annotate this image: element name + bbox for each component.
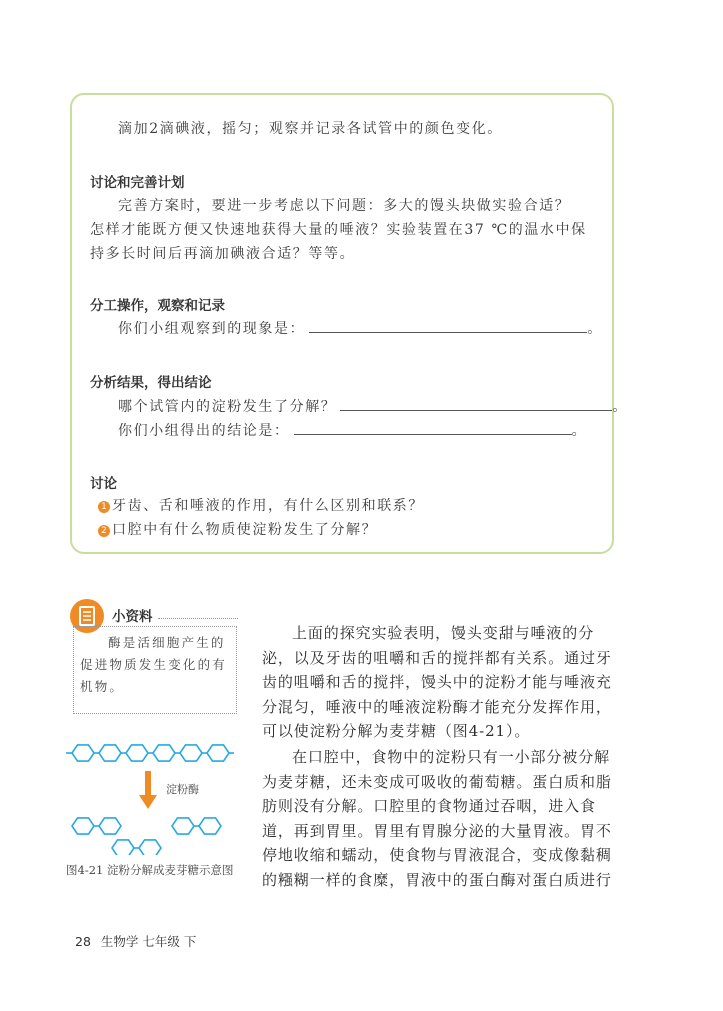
answer-blank[interactable]	[309, 320, 587, 333]
blank-end: 。	[587, 321, 603, 337]
text-line: 持多长时间后再滴加碘液合适？等等。	[90, 246, 356, 262]
text-line: 完善方案时，要进一步考虑以下问题：多大的馒头块做实验合适？	[118, 198, 571, 214]
blank-end: 。	[612, 399, 629, 415]
prompt-line	[118, 318, 603, 338]
arrow-label: 淀粉酶	[166, 783, 199, 796]
prompt-line	[118, 420, 587, 440]
prompt-text: 你们小组得出的结论是：	[118, 423, 290, 439]
question-item	[98, 519, 377, 539]
arrow-head-icon	[139, 795, 157, 809]
glucose-unit-maltose	[199, 818, 221, 834]
question-text: 口腔中有什么物质使淀粉发生了分解？	[112, 522, 378, 538]
note-divider	[158, 618, 238, 619]
section-heading: 讨论和完善计划	[90, 175, 185, 191]
question-item	[98, 495, 424, 515]
answer-blank[interactable]	[340, 398, 612, 411]
section-heading: 分析结果，得出结论	[90, 375, 212, 391]
number-badge: 1	[98, 501, 110, 513]
section-heading: 分工操作，观察和记录	[90, 298, 225, 314]
glucose-unit-maltose	[72, 818, 94, 834]
book-title: 生物学 七年级 下	[100, 934, 197, 949]
body-paragraph: 上面的探究实验表明，馒头变甜与唾液的分泌，以及牙齿的咀嚼和舌的搅拌都有关系。通过牙齿的咀嚼和舌的搅拌，馒头中的淀粉才能与唾液充分混匀，唾液中的唾液淀粉酶才能充分发挥作用，可以使淀粉分解为麦芽糖（图4-21）。	[262, 624, 612, 741]
prompt-line	[118, 396, 628, 416]
glucose-unit-starch	[153, 745, 175, 761]
glucose-unit-maltose	[112, 840, 134, 855]
glucose-unit-starch	[180, 745, 202, 761]
answer-blank[interactable]	[294, 422, 572, 435]
glucose-unit-maltose	[99, 818, 121, 834]
glucose-unit-starch	[126, 745, 148, 761]
glucose-unit-starch	[207, 745, 229, 761]
prompt-text: 哪个试管内的淀粉发生了分解？	[118, 399, 337, 415]
note-title: 小资料	[112, 609, 153, 625]
figure-caption: 图4-21 淀粉分解成麦芽糖示意图	[66, 863, 234, 877]
note-text: 酶是活细胞产生的促进物质发生变化的有机物。	[80, 635, 228, 694]
section-heading: 讨论	[90, 476, 117, 492]
body-paragraph: 在口腔中，食物中的淀粉只有一小部分被分解为麦芽糖，还未变成可吸收的葡萄糖。蛋白质和脂肪则没有分解。口腔里的食物通过吞咽，进入食道，再到胃里。胃里有胃腺分泌的大量胃液。胃不停地收缩和蠕动，使食物与胃液混合，变成像黏稠的糨糊一样的食糜，胃液中的蛋白酶对蛋白质进行	[262, 748, 612, 889]
page-footer	[75, 932, 196, 950]
glucose-unit-starch	[99, 745, 121, 761]
question-text: 牙齿、舌和唾液的作用，有什么区别和联系？	[112, 498, 424, 514]
starch-diagram	[66, 735, 246, 855]
text-line: 怎样才能既方便又快速地获得大量的唾液？实验装置在37 ℃的温水中保	[90, 222, 587, 238]
page-number: 28	[75, 934, 91, 949]
glucose-unit-maltose	[139, 840, 161, 855]
glucose-unit-starch	[72, 745, 94, 761]
prompt-text: 你们小组观察到的现象是：	[118, 321, 306, 337]
blank-end: 。	[571, 423, 588, 439]
intro-text: 滴加2滴碘液，摇匀；观察并记录各试管中的颜色变化。	[118, 121, 503, 137]
number-badge: 2	[98, 525, 110, 537]
glucose-unit-maltose	[172, 818, 194, 834]
